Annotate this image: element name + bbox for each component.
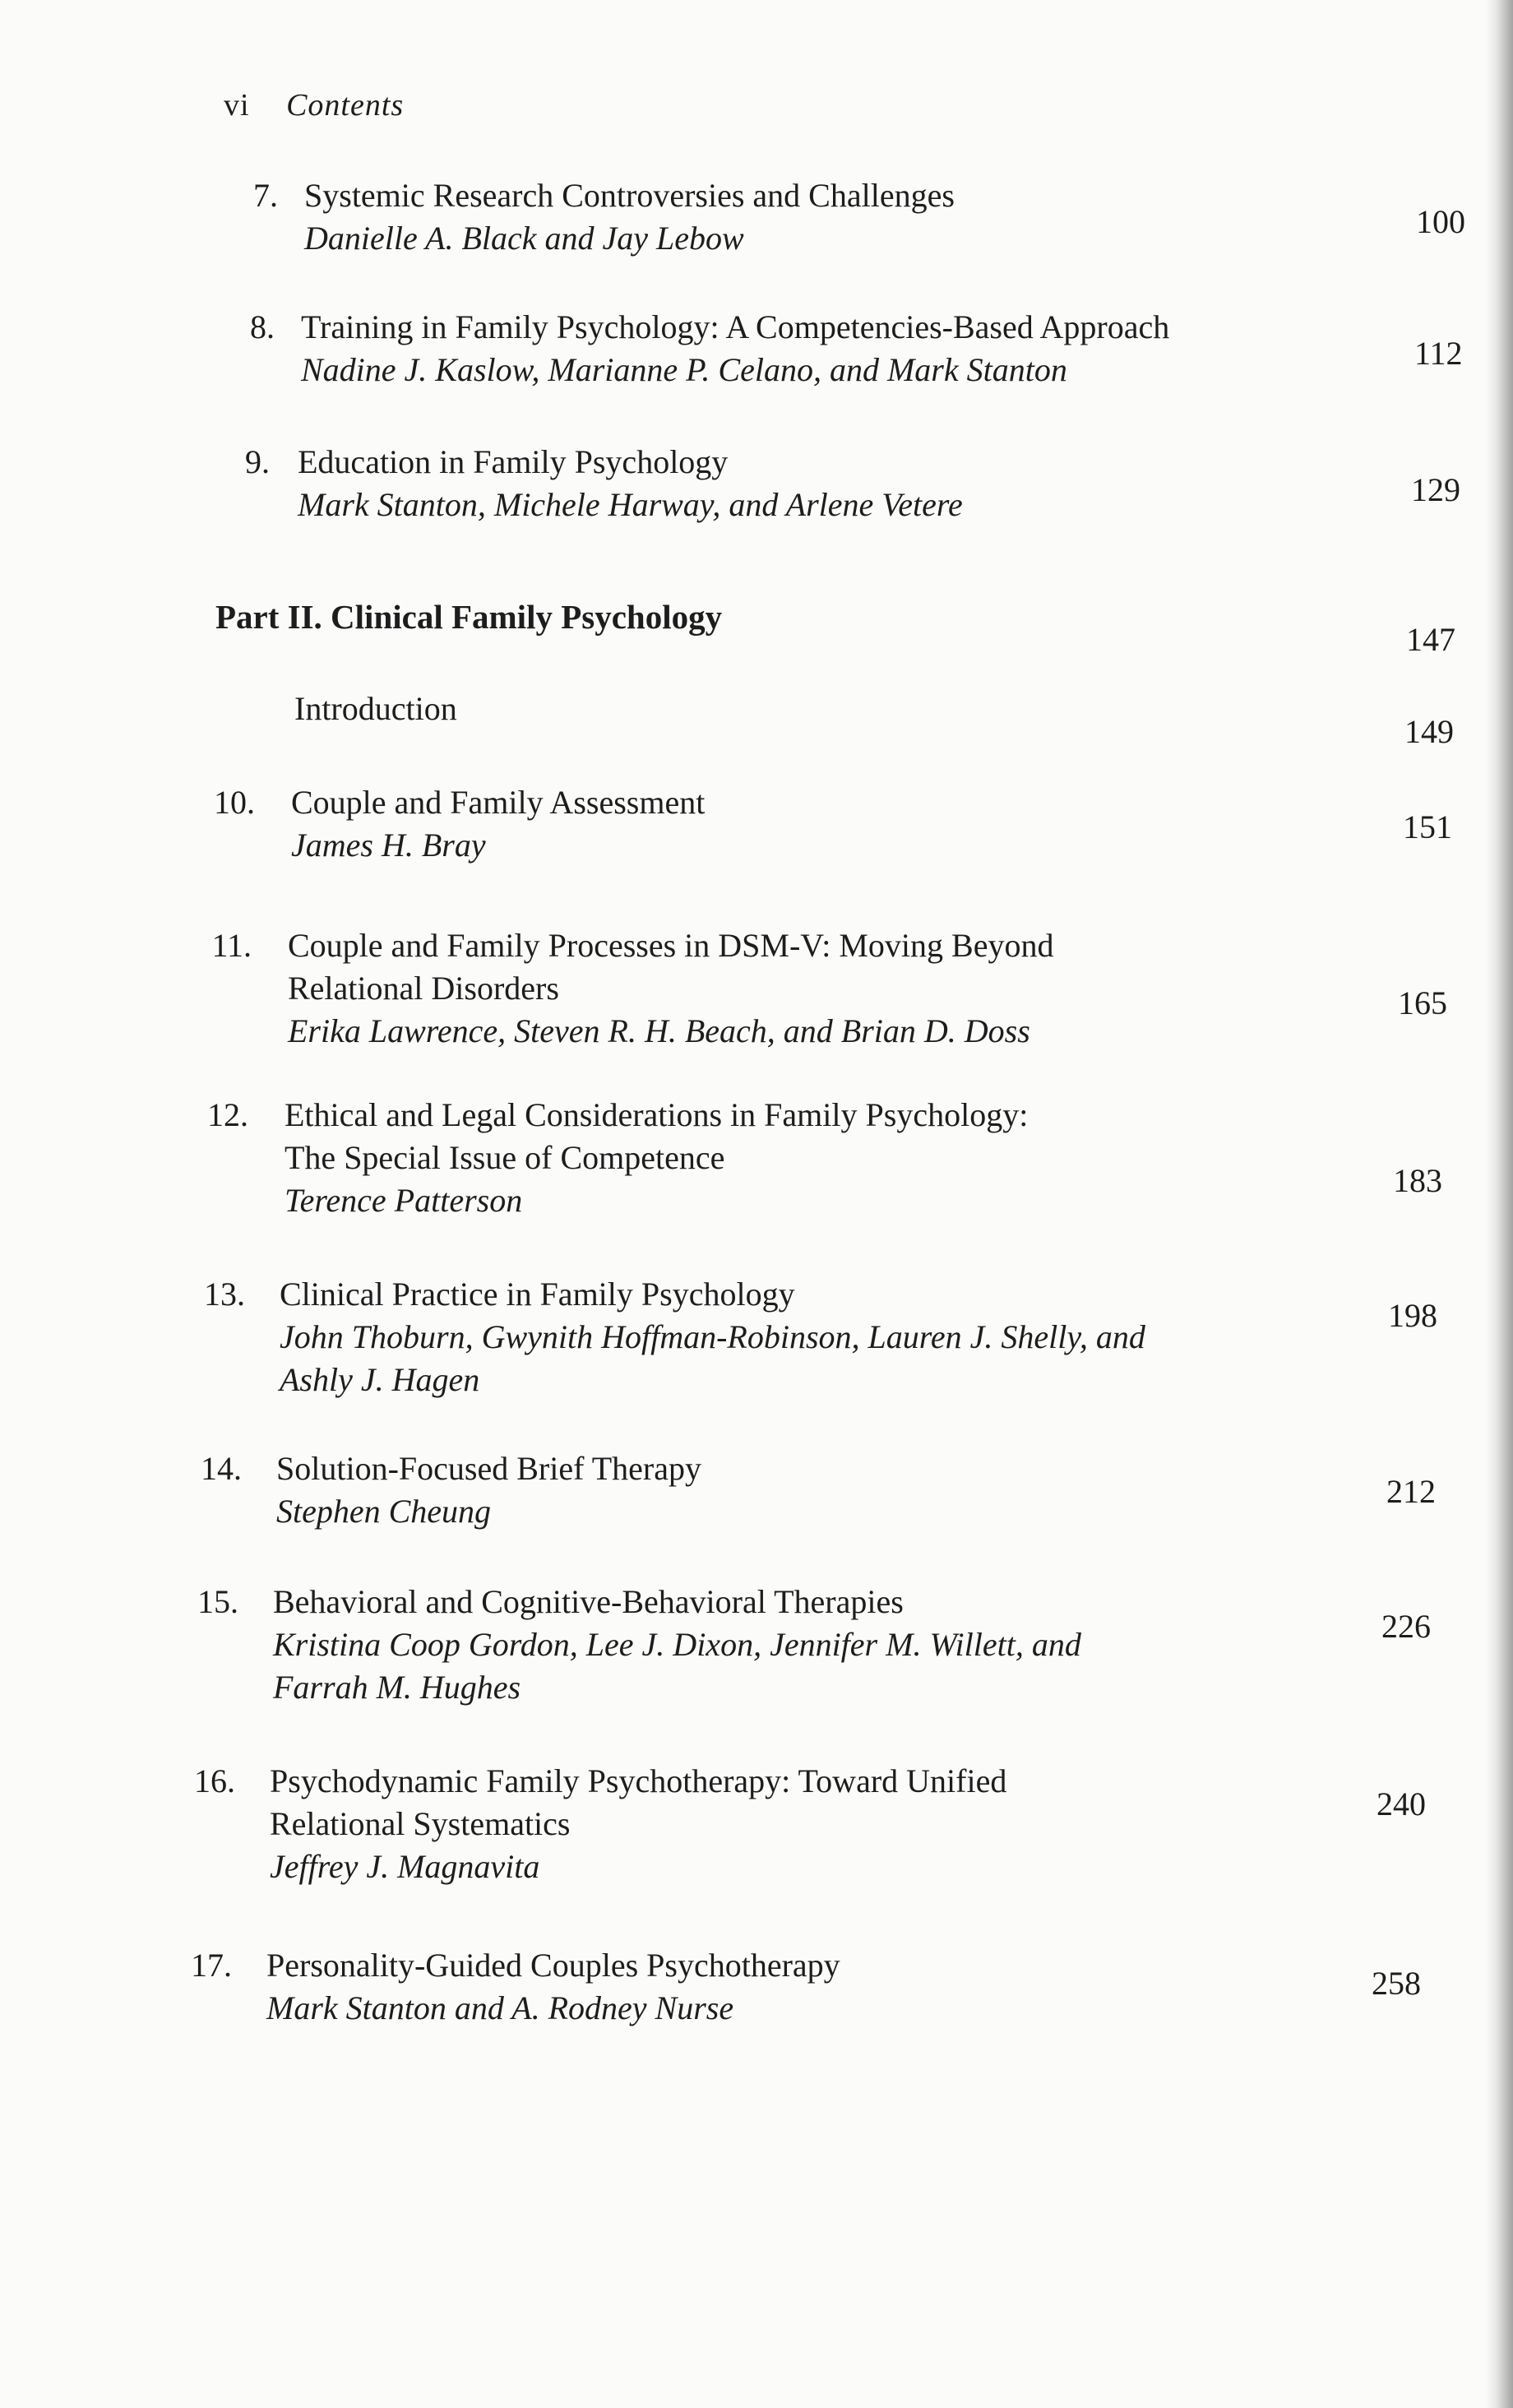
part-heading: Part II. Clinical Family Psychology bbox=[215, 598, 723, 636]
chapter-number: 8. bbox=[250, 308, 275, 345]
chapter-authors-line: Erika Lawrence, Steven R. H. Beach, and Brian D. Doss bbox=[288, 1012, 1030, 1049]
chapter-authors-line: Kristina Coop Gordon, Lee J. Dixon, Jennifer M. Willett, and bbox=[273, 1626, 1081, 1663]
chapter-number: 13. bbox=[204, 1276, 245, 1313]
chapter-title-line: Couple and Family Assessment bbox=[291, 784, 706, 821]
chapter-text bbox=[285, 1094, 1028, 1222]
chapter-authors-line: Jeffrey J. Magnavita bbox=[270, 1848, 540, 1885]
chapter-page-number: 165 bbox=[1398, 984, 1447, 1021]
chapter-page-number: 240 bbox=[1377, 1785, 1426, 1822]
chapter-title-line: Relational Systematics bbox=[270, 1805, 571, 1842]
chapter-text bbox=[276, 1447, 701, 1533]
chapter-page-number: 100 bbox=[1416, 203, 1465, 240]
part-page-number: 147 bbox=[1406, 621, 1455, 658]
chapter-text bbox=[298, 441, 963, 526]
chapter-title-line: The Special Issue of Competence bbox=[285, 1139, 725, 1176]
chapter-authors-line: James H. Bray bbox=[291, 827, 486, 864]
chapter-page-number: 151 bbox=[1403, 808, 1452, 845]
chapter-authors-line: Terence Patterson bbox=[285, 1182, 523, 1219]
chapter-page-number: 212 bbox=[1386, 1473, 1436, 1510]
chapter-authors-line: Mark Stanton, Michele Harway, and Arlene Vetere bbox=[298, 486, 963, 523]
chapter-authors-line: Mark Stanton and A. Rodney Nurse bbox=[266, 1989, 734, 2026]
chapter-number: 12. bbox=[207, 1096, 248, 1133]
chapter-title-line: Education in Family Psychology bbox=[298, 443, 729, 480]
chapter-text bbox=[273, 1581, 1081, 1709]
chapter-text bbox=[288, 924, 1053, 1053]
chapter-text bbox=[266, 1944, 840, 2030]
chapter-authors-line: Farrah M. Hughes bbox=[273, 1669, 521, 1706]
page-edge-shadow bbox=[1485, 0, 1513, 2408]
chapter-text bbox=[280, 1273, 1145, 1401]
chapter-title-line: Couple and Family Processes in DSM-V: Moving Beyond bbox=[288, 927, 1054, 964]
chapter-number: 14. bbox=[201, 1450, 242, 1487]
chapter-authors-line: John Thoburn, Gwynith Hoffman-Robinson, Lauren J. Shelly, and bbox=[280, 1318, 1145, 1355]
chapter-authors-line: Ashly J. Hagen bbox=[280, 1361, 480, 1398]
chapter-title-line: Relational Disorders bbox=[288, 970, 559, 1007]
chapter-page-number: 129 bbox=[1411, 471, 1460, 508]
chapter-number: 11. bbox=[211, 927, 252, 964]
chapter-text bbox=[270, 1760, 1006, 1888]
chapter-title-line: Training in Family Psychology: A Competencies-Based Approach bbox=[301, 308, 1170, 345]
introduction-label: Introduction bbox=[294, 690, 457, 727]
chapter-title-line: Personality-Guided Couples Psychotherapy bbox=[266, 1947, 840, 1984]
chapter-text bbox=[304, 174, 955, 260]
page-folio: vi bbox=[224, 88, 250, 123]
chapter-number: 16. bbox=[194, 1762, 235, 1799]
chapter-title-line: Ethical and Legal Considerations in Family Psychology: bbox=[285, 1096, 1029, 1133]
chapter-page-number: 112 bbox=[1414, 335, 1463, 372]
chapter-number: 9. bbox=[245, 443, 270, 480]
chapter-authors-line: Stephen Cheung bbox=[276, 1493, 492, 1530]
chapter-authors-line: Danielle A. Black and Jay Lebow bbox=[304, 220, 744, 257]
chapter-page-number: 258 bbox=[1372, 1965, 1421, 2002]
chapter-title-line: Behavioral and Cognitive-Behavioral Therapies bbox=[273, 1583, 904, 1620]
chapter-page-number: 183 bbox=[1393, 1162, 1442, 1199]
introduction-page-number: 149 bbox=[1404, 713, 1454, 750]
chapter-authors-line: Nadine J. Kaslow, Marianne P. Celano, and Mark Stanton bbox=[301, 351, 1067, 388]
chapter-title-line: Systemic Research Controversies and Challenges bbox=[304, 177, 955, 214]
chapter-text bbox=[301, 306, 1169, 391]
chapter-number: 15. bbox=[197, 1583, 238, 1620]
chapter-title-line: Solution-Focused Brief Therapy bbox=[276, 1450, 701, 1487]
running-head-title: Contents bbox=[286, 88, 405, 123]
chapter-number: 7. bbox=[253, 177, 278, 214]
running-head bbox=[224, 87, 404, 123]
chapter-page-number: 226 bbox=[1381, 1608, 1431, 1645]
chapter-title-line: Clinical Practice in Family Psychology bbox=[280, 1276, 795, 1313]
chapter-page-number: 198 bbox=[1388, 1297, 1437, 1334]
chapter-title-line: Psychodynamic Family Psychotherapy: Toward Unified bbox=[270, 1762, 1007, 1799]
chapter-number: 17. bbox=[191, 1947, 232, 1984]
chapter-text bbox=[291, 781, 705, 867]
chapter-number: 10. bbox=[214, 784, 255, 821]
